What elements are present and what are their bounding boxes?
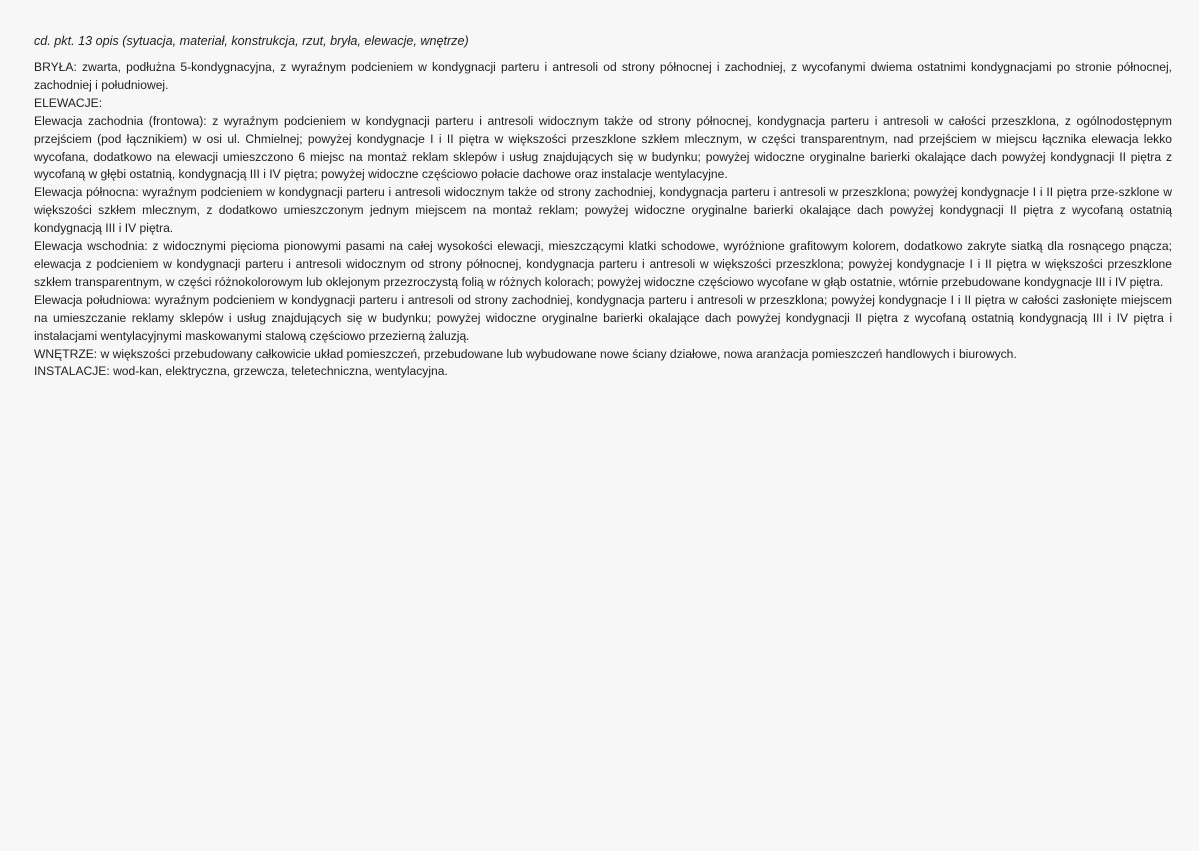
document-page: [34, 32, 1172, 381]
paragraph-elewacja-poludniowa: Elewacja południowa: wyraźnym podcieniem w kondygnacji parteru i antresoli od strony zachodniej, kondygnacja parteru i antresoli w przeszklona; powyżej kondygnacje I i II piętra w całości zasłonięte miejscem na umieszczanie reklamy sklepów i usług znajdujących się w budynku; powyżej widoczne oryginalne barierki okalające dach powyżej kondygnacji II piętra z wycofaną ostatnią kondygnacją III i IV piętra i instalacjami wentylacyjnymi maskowanymi stalową częściowo przezierną żaluzją.: [34, 292, 1172, 343]
paragraph-elewacje-label: ELEWACJE:: [34, 95, 103, 110]
paragraph-elewacja-zachodnia: Elewacja zachodnia (frontowa): z wyraźnym podcieniem w kondygnacji parteru i antresoli widocznym także od strony północnej, kondygnacja parteru i antresoli w całości przeszklona, z ogólnodostępnym przejściem (pod łącznikiem) w osi ul. Chmielnej; powyżej kondygnacje I i II piętra w większości przeszklone szkłem mlecznym, w części transparentnym, nad przejściem w miejscu łącznika elewacja lekko wycofana, dodatkowo na elewacji umieszczono 6 miejsc na montaż reklam sklepów i usług znajdujących się w budynku; powyżej widoczne oryginalne barierki okalające dach powyżej kondygnacji II piętra z wycofaną w głębi ostatnią, kondygnacją III i IV piętra; powyżej widoczne częściowo połacie dachowe oraz instalacje wentylacyjne.: [34, 113, 1172, 182]
paragraph-elewacja-wschodnia: Elewacja wschodnia: z widocznymi pięcioma pionowymi pasami na całej wysokości elewacji, mieszczącymi klatki schodowe, wyróżnione grafitowym kolorem, dodatkowo zakryte siatką dla rosnącego pnącza; elewacja z podcieniem w kondygnacji parteru i antresoli widocznym od strony północnej, kondygnacja parteru i antresoli w większości przeszklona; powyżej kondygnacje I i II piętra w większości przeszklone szkłem transparentnym, w części różnokolorowym lub oklejonym przezroczystą folią w różnych kolorach; powyżej widoczne częściowo wycofane w głąb ostatnie, wtórnie przebudowane kondygnacje III i IV piętra.: [34, 239, 1172, 289]
paragraph-wnetrze: WNĘTRZE: w większości przebudowany całkowicie układ pomieszczeń, przebudowane lub wybudowane nowe ściany działowe, nowa aranżacja pomieszczeń handlowych i biurowych.: [34, 346, 1017, 361]
section-heading: cd. pkt. 13 opis (sytuacja, materiał, konstrukcja, rzut, bryła, elewacje, wnętrze): [34, 34, 469, 48]
paragraph-bryla: BRYŁA: zwarta, podłużna 5-kondygnacyjna, z wyraźnym podcieniem w kondygnacji parteru i antresoli od strony północnej i zachodniej, z wycofanymi dwiema ostatnimi kondygnacjami po stronie północnej, zachodniej i południowej.: [34, 60, 1172, 92]
paragraph-elewacja-polnocna: Elewacja północna: wyraźnym podcieniem w kondygnacji parteru i antresoli widocznym także od strony zachodniej, kondygnacja parteru i antresoli w przeszklona; powyżej kondygnacje I i II piętra prze-szklone w większości szkłem mlecznym, z dodatkowo umieszczonym jednym miejscem na montaż reklam; powyżej widoczne oryginalne barierki okalające dach powyżej kondygnacji II piętra z wycofaną ostatnią kondygnacją III i IV piętra.: [34, 185, 1172, 236]
paragraph-instalacje: INSTALACJE: wod-kan, elektryczna, grzewcza, teletechniczna, wentylacyjna.: [34, 364, 448, 379]
document-body: [34, 59, 1172, 381]
